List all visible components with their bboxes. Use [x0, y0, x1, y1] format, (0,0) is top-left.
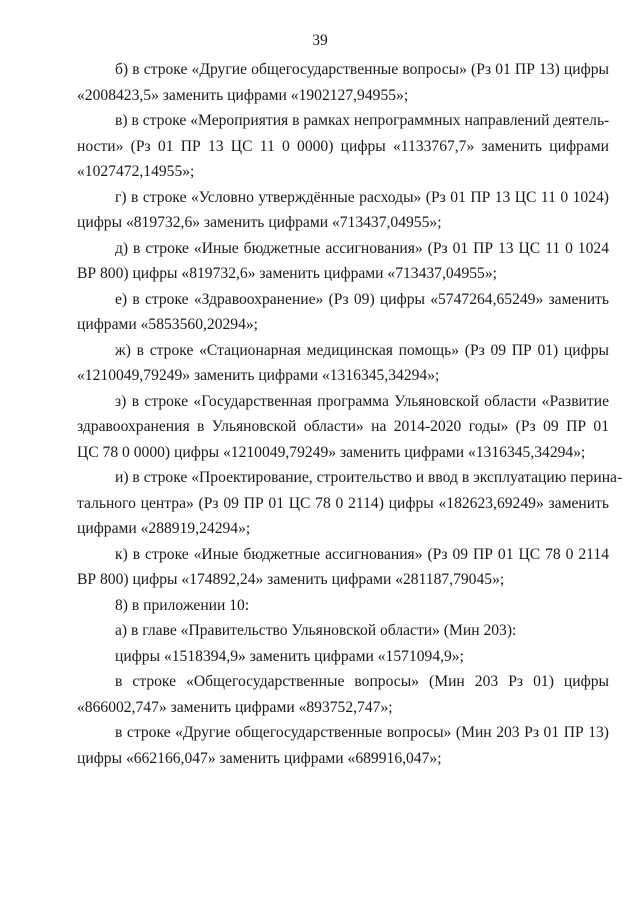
paragraph-line: «1027472,14955»; — [77, 163, 195, 180]
paragraph — [77, 720, 609, 771]
paragraph-line: ности» (Рз 01 ПР 13 ЦС 11 0 0000) цифры «1133767,7» заменить цифрами — [77, 137, 609, 155]
paragraph-line: цифры «1518394,9» заменить цифрами «1571094,9»; — [115, 647, 464, 665]
paragraph-line: и) в строке «Проектирование, строительство и ввод в эксплуатацию перина- — [115, 469, 623, 486]
paragraph — [77, 287, 609, 338]
paragraph-line: «866002,747» заменить цифрами «893752,747»; — [77, 698, 393, 716]
paragraph-line: «1210049,79249» заменить цифрами «1316345,34294»; — [77, 367, 440, 384]
paragraph-line: ЦС 78 0 0000) цифры «1210049,79249» заменить цифрами «1316345,34294»; — [77, 443, 586, 461]
paragraph-line: а) в главе «Правительство Ульяновской области» (Мин 203): — [115, 622, 517, 639]
paragraph — [77, 644, 609, 670]
paragraph-line: цифры «662166,047» заменить цифрами «689916,047»; — [77, 749, 442, 767]
paragraph-line: тального центра» (Рз 09 ПР 01 ЦС 78 0 2114) цифры «182623,69249» заменить — [77, 494, 609, 512]
paragraph — [77, 389, 609, 466]
paragraph — [77, 185, 609, 236]
paragraph-line: е) в строке «Здравоохранение» (Рз 09) цифры «5747264,65249» заменить — [115, 290, 609, 308]
paragraph — [77, 669, 609, 720]
paragraph-line: 8) в приложении 10: — [115, 596, 250, 614]
paragraph-line: б) в строке «Другие общегосударственные вопросы» (Рз 01 ПР 13) цифры — [115, 61, 609, 78]
paragraph — [77, 618, 609, 644]
paragraph — [77, 593, 609, 619]
paragraph — [77, 108, 609, 185]
paragraph-line: д) в строке «Иные бюджетные ассигнования» (Рз 01 ПР 13 ЦС 11 0 1024 — [115, 239, 609, 257]
paragraph-line: в) в строке «Мероприятия в рамках непрограммных направлений деятель- — [115, 112, 610, 129]
paragraph — [77, 236, 609, 287]
paragraph-line: цифрами «288919,24294»; — [77, 520, 251, 537]
paragraph-line: ВР 800) цифры «819732,6» заменить цифрами «713437,04955»; — [77, 265, 497, 282]
paragraph — [77, 57, 609, 108]
paragraph-line: ж) в строке «Стационарная медицинская помощь» (Рз 09 ПР 01) цифры — [115, 341, 609, 359]
paragraph-line: ВР 800) цифры «174892,24» заменить цифрами «281187,79045»; — [77, 571, 505, 588]
paragraph — [77, 542, 609, 593]
paragraph-line: «2008423,5» заменить цифрами «1902127,94955»; — [77, 86, 409, 104]
paragraph-line: з) в строке «Государственная программа Ульяновской области «Развитие — [115, 392, 609, 410]
paragraph-line: цифры «819732,6» заменить цифрами «713437,04955»; — [77, 214, 442, 231]
paragraph-line: цифрами «5853560,20294»; — [77, 316, 259, 333]
paragraph-line: здравоохранения в Ульяновской области» на 2014-2020 годы» (Рз 09 ПР 01 — [77, 418, 609, 435]
document-body — [77, 57, 623, 771]
paragraph — [77, 338, 609, 389]
paragraph-line: к) в строке «Иные бюджетные ассигнования» (Рз 09 ПР 01 ЦС 78 0 2114 — [115, 545, 609, 563]
page-number: 39 — [312, 32, 328, 49]
paragraph — [77, 465, 623, 542]
paragraph-line: в строке «Общегосударственные вопросы» (Мин 203 Рз 01) цифры — [115, 673, 609, 690]
paragraph-line: в строке «Другие общегосударственные вопросы» (Мин 203 Рз 01 ПР 13) — [115, 724, 609, 741]
paragraph-line: г) в строке «Условно утверждённые расходы» (Рз 01 ПР 13 ЦС 11 0 1024) — [115, 188, 609, 206]
